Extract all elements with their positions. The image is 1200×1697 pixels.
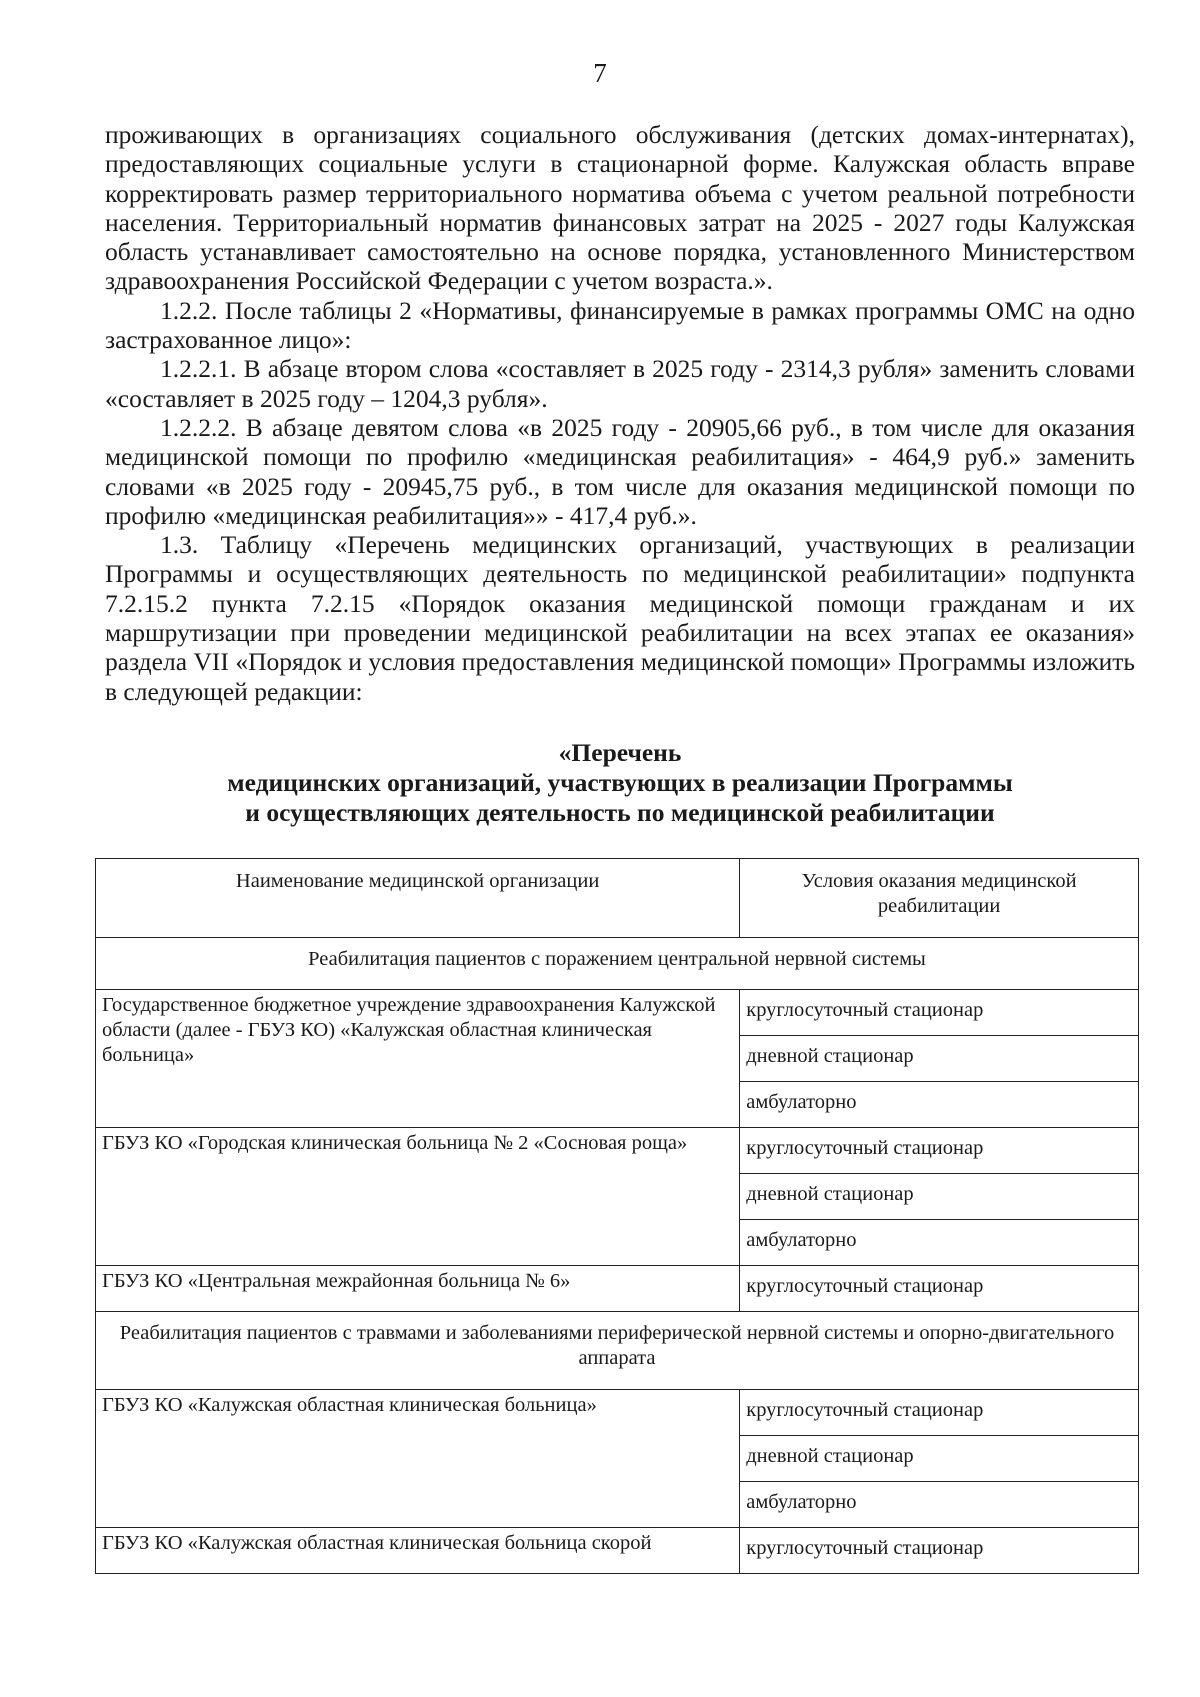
paragraph-1-3: 1.3. Таблицу «Перечень медицинских организаций, участвующих в реализации Программы и осуществляющих деятельность по медицинской реабилитации» подпункта 7.2.15.2 пункта 7.2.15 «Порядок оказания медицинской помощи гражданам и их маршрутизации при проведении медицинской реабилитации на всех этапах ее оказания» раздела VII «Порядок и условия предоставления медицинской помощи» Программы изложить в следующей редакции: (105, 530, 1135, 706)
table-row (96, 1390, 1139, 1436)
page-number: 7 (593, 58, 607, 88)
heading-line-3: и осуществляющих деятельность по медицинской реабилитации (245, 798, 995, 827)
table-row (96, 1128, 1139, 1174)
org-name-gkb2: ГБУЗ КО «Городская клиническая больница № 2 «Сосновая роща» (96, 1128, 740, 1266)
condition-cell: дневной стационар (740, 1174, 1139, 1220)
condition-cell: амбулаторно (740, 1082, 1139, 1128)
table-header-row (96, 859, 1139, 938)
paragraph-1-2-2-2: 1.2.2.2. В абзаце девятом слова «в 2025 году - 20905,66 руб., в том числе для оказания медицинской помощи по профилю «медицинская реабилитация» - 464,9 руб.» заменить словами «в 2025 году - 20945,75 руб., в том числе для оказания медицинской помощи по профилю «медицинская реабилитация»» - 417,4 руб.». (105, 412, 1135, 530)
body-text (105, 120, 1135, 706)
condition-cell: амбулаторно (740, 1220, 1139, 1266)
section-title-pns: Реабилитация пациентов с травмами и заболеваниями периферической нервной системы и опорно-двигательного аппарата (96, 1312, 1139, 1390)
table-row (96, 1528, 1139, 1574)
paragraph-continuation: проживающих в организациях социального обслуживания (детских домах-интернатах), предоставляющих социальные услуги в стационарной форме. Калужская область вправе корректировать размер территориального норматива объема с учетом реальной потребности населения. Территориальный норматив финансовых затрат на 2025 - 2027 годы Калужская область устанавливает самостоятельно на основе порядка, установленного Министерством здравоохранения Российской Федерации с учетом возраста.». (105, 120, 1135, 296)
table-row (96, 990, 1139, 1036)
header-rehab-conditions: Условия оказания медицинской реабилитации (740, 859, 1139, 938)
organizations-table (95, 858, 1139, 1574)
paragraph-1-2-2: 1.2.2. После таблицы 2 «Нормативы, финансируемые в рамках программы ОМС на одно застрахованное лицо»: (105, 295, 1135, 355)
heading-line-1: «Перечень (558, 738, 682, 767)
condition-cell: круглосуточный стационар (740, 1128, 1139, 1174)
org-name-kokb-emergency: ГБУЗ КО «Калужская областная клиническая больница скорой (96, 1528, 740, 1574)
section-title-cns: Реабилитация пациентов с поражением центральной нервной системы (96, 938, 1139, 990)
condition-cell: дневной стационар (740, 1036, 1139, 1082)
condition-cell: дневной стационар (740, 1436, 1139, 1482)
org-name-kokb-full: Государственное бюджетное учреждение здравоохранения Калужской области (далее - ГБУЗ КО) «Калужская областная клиническая больница» (96, 990, 740, 1128)
org-name-kokb: ГБУЗ КО «Калужская областная клиническая больница» (96, 1390, 740, 1528)
paragraph-1-2-2-1: 1.2.2.1. В абзаце втором слова «составляет в 2025 году - 2314,3 рубля» заменить словами «составляет в 2025 году – 1204,3 рубля». (105, 354, 1135, 413)
condition-cell: круглосуточный стационар (740, 1390, 1139, 1436)
condition-cell: круглосуточный стационар (740, 990, 1139, 1036)
table-row (96, 1266, 1139, 1312)
condition-cell: амбулаторно (740, 1482, 1139, 1528)
header-organization-name: Наименование медицинской организации (96, 859, 740, 938)
heading-line-2: медицинских организаций, участвующих в реализации Программы (227, 768, 1013, 797)
org-name-cmb6: ГБУЗ КО «Центральная межрайонная больница № 6» (96, 1266, 740, 1312)
section-row-pns (96, 1312, 1139, 1390)
condition-cell: круглосуточный стационар (740, 1528, 1139, 1574)
section-row-cns (96, 938, 1139, 990)
table-heading (105, 738, 1135, 828)
condition-cell: круглосуточный стационар (740, 1266, 1139, 1312)
